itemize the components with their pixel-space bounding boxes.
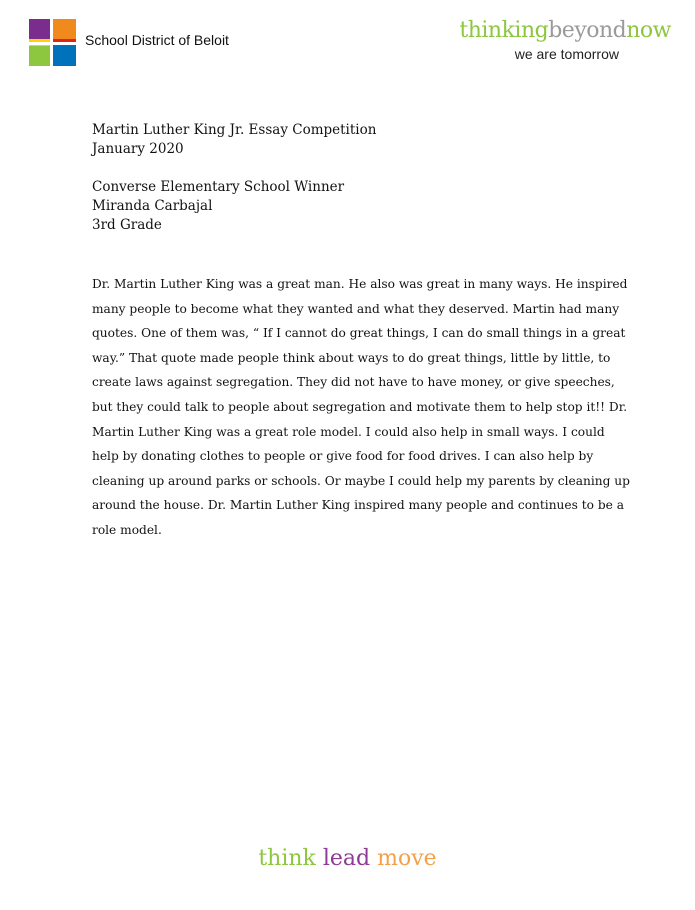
tagline (459, 18, 671, 43)
footer-word-move: move (377, 846, 437, 871)
essay-line: cleaning up around parks or schools. Or maybe I could help my parents by cleaning up (92, 473, 630, 488)
competition-date: January 2020 (92, 141, 184, 157)
essay-body (92, 272, 630, 543)
essay-line: Dr. Martin Luther King was a great man. He also was great in many ways. He inspired (92, 277, 628, 291)
district-name: School District of Beloit (85, 32, 229, 48)
winner-school: Converse Elementary School Winner (92, 179, 345, 195)
tagline-part-thinking: thinking (459, 18, 549, 43)
subtagline: we are tomorrow (514, 46, 619, 62)
essay-line: help by donating clothes to people or give food for food drives. I can also help by (92, 449, 594, 464)
essay-line: quotes. One of them was, “ If I cannot do great things, I can do small things in a great (92, 326, 626, 341)
winner-name: Miranda Carbajal (92, 198, 213, 214)
essay-line: create laws against segregation. They did not have to have money, or give speeches, (92, 375, 615, 390)
essay-line: way.” That quote made people think about ways to do great things, little by little, to (92, 350, 611, 365)
winner-grade: 3rd Grade (92, 217, 162, 233)
competition-title: Martin Luther King Jr. Essay Competition (92, 122, 377, 138)
essay-line: role model. (92, 522, 162, 537)
district-logo (29, 19, 76, 66)
footer-motto (0, 846, 695, 871)
tagline-part-beyond: beyond (548, 18, 627, 43)
essay-line: Martin Luther King was a great role model. I could also help in small ways. I could (92, 424, 605, 439)
tagline-part-now: now (626, 18, 671, 43)
footer-word-lead: lead (322, 846, 371, 871)
essay-line: many people to become what they wanted and what they deserved. Martin had many (92, 301, 620, 316)
footer-word-think: think (258, 846, 316, 871)
essay-line: around the house. Dr. Martin Luther King inspired many people and continues to be a (92, 498, 624, 513)
essay-heading (92, 121, 376, 235)
essay-line: but they could talk to people about segregation and motivate them to help stop it!! Dr. (92, 399, 628, 414)
